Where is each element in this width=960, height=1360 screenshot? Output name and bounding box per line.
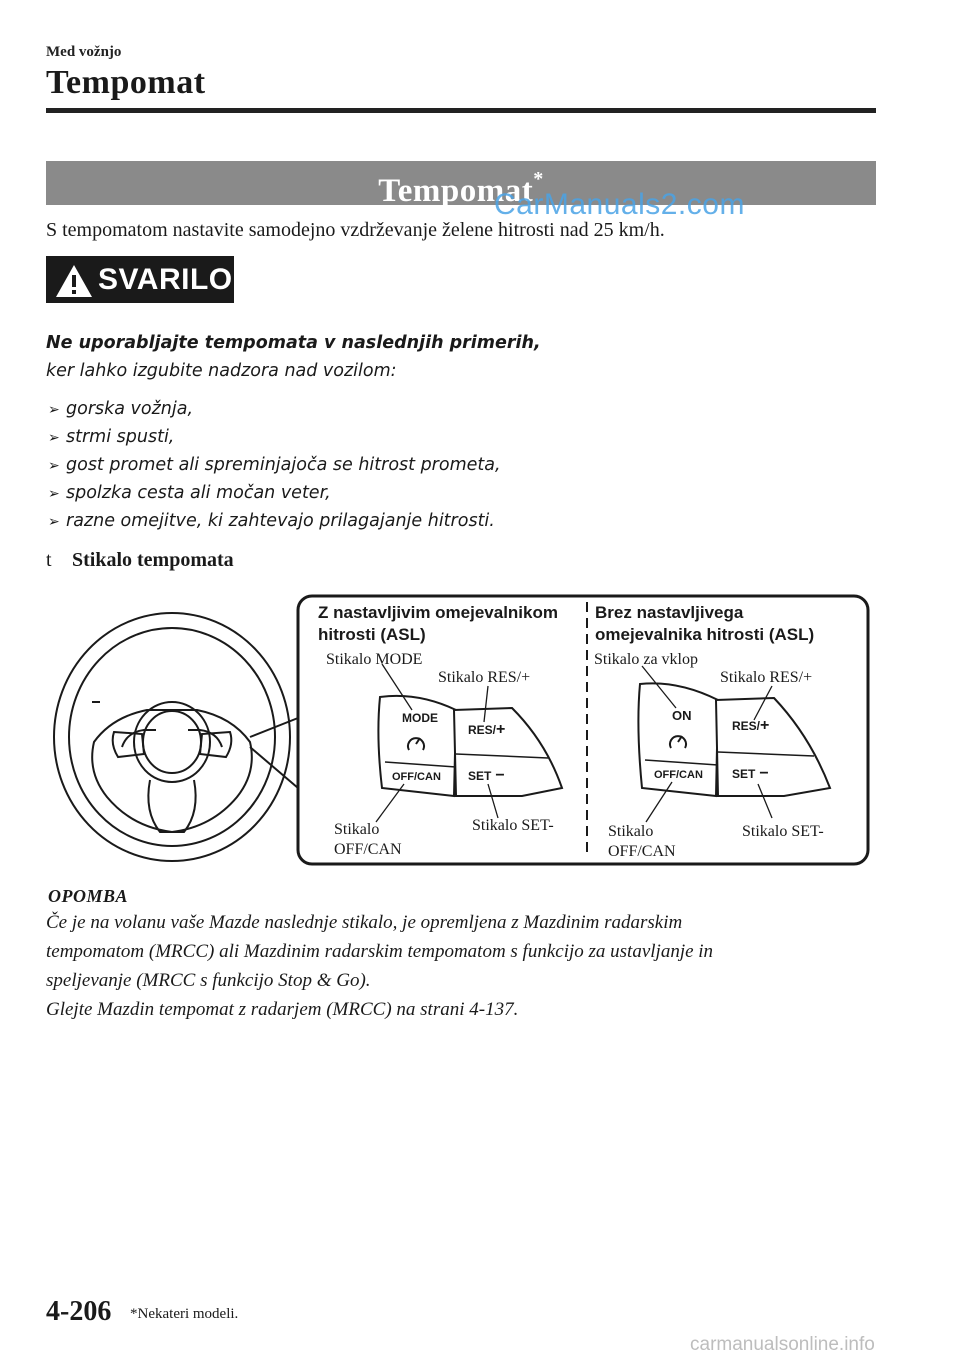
res-mark: RES/+ <box>468 721 506 738</box>
label-stikalo-res-right: Stikalo RES/+ <box>720 669 813 686</box>
label-stikalo-res-left: Stikalo RES/+ <box>438 669 531 686</box>
bullet-arrow-icon: ➢ <box>48 514 60 530</box>
right-panel-title-1: Brez nastavljivega <box>595 603 744 622</box>
intro-text: S tempomatom nastavite samodejno vzdrževanje želene hitrosti nad 25 km/h. <box>46 219 665 241</box>
cruise-control-switch-figure <box>52 592 872 868</box>
note-line: Glejte Mazdin tempomat z radarjem (MRCC) na strani 4-137. <box>46 999 519 1020</box>
title-rule <box>46 108 876 113</box>
section-title: Tempomat <box>378 173 534 209</box>
running-header: Med vožnjo <box>46 44 122 60</box>
subsection-heading <box>46 549 234 572</box>
label-stikalo-off-right-1: Stikalo <box>608 823 654 840</box>
label-stikalo-off-right-2: OFF/CAN <box>608 843 676 860</box>
note-title: OPOMBA <box>48 886 129 906</box>
mode-mark: MODE <box>402 711 438 725</box>
right-panel-title-2: omejevalnika hitrosti (ASL) <box>595 625 815 644</box>
warning-list-item: ➢ gost promet ali spreminjajoča se hitrost prometa, <box>48 455 501 475</box>
section-asterisk: * <box>533 168 544 190</box>
watermark: CarManuals2.com <box>494 188 745 221</box>
subsection-marker: t <box>46 549 52 571</box>
page-number: 4-206 <box>46 1296 112 1327</box>
warning-list-item: ➢ razne omejitve, ki zahtevajo prilagajanje hitrosti. <box>48 511 495 531</box>
set-mark: SET − <box>732 765 769 782</box>
warning-list-item: ➢ strmi spusti, <box>48 427 175 447</box>
warning-list-item: ➢ gorska vožnja, <box>48 399 194 419</box>
set-mark: SET − <box>468 767 505 784</box>
footer-watermark: carmanualsonline.info <box>690 1334 875 1355</box>
footnote: *Nekateri modeli. <box>130 1306 239 1322</box>
warning-list-item: ➢ spolzka cesta ali močan veter, <box>48 483 331 503</box>
warning-badge <box>46 256 234 303</box>
off-can-mark: OFF/CAN <box>654 769 703 781</box>
bullet-arrow-icon: ➢ <box>48 458 60 474</box>
bullet-arrow-icon: ➢ <box>48 486 60 502</box>
steering-wheel-illustration <box>54 613 290 861</box>
warning-line-1: Ne uporabljajte tempomata v naslednjih primerih, <box>46 333 541 353</box>
label-stikalo-off-left-2: OFF/CAN <box>334 841 402 858</box>
label-stikalo-set-left: Stikalo SET- <box>472 817 554 834</box>
label-stikalo-off-left-1: Stikalo <box>334 821 380 838</box>
left-panel-title-1: Z nastavljivim omejevalnikom <box>318 603 558 622</box>
note-line: Če je na volanu vaše Mazde naslednje stikalo, je opremljena z Mazdinim radarskim <box>46 912 683 933</box>
label-stikalo-mode: Stikalo MODE <box>326 651 423 668</box>
bullet-arrow-icon: ➢ <box>48 430 60 446</box>
warning-triangle-icon <box>54 263 94 299</box>
subsection-title: Stikalo tempomata <box>72 549 234 571</box>
left-panel-title-2: hitrosti (ASL) <box>318 625 426 644</box>
on-mark: ON <box>672 708 692 723</box>
bullet-arrow-icon: ➢ <box>48 402 60 418</box>
note-line: tempomatom (MRCC) ali Mazdinim radarskim tempomatom s funkcijo za ustavljanje in <box>46 941 714 962</box>
label-stikalo-set-right: Stikalo SET- <box>742 823 824 840</box>
warning-label: SVARILO <box>98 263 233 296</box>
label-stikalo-za-vklop: Stikalo za vklop <box>594 651 698 668</box>
page-title: Tempomat <box>46 64 206 101</box>
section-title-band <box>46 161 876 209</box>
note-line: speljevanje (MRCC s funkcijo Stop & Go). <box>46 970 371 991</box>
warning-line-2: ker lahko izgubite nadzora nad vozilom: <box>46 361 397 381</box>
off-can-mark: OFF/CAN <box>392 771 441 783</box>
res-mark: RES/+ <box>732 717 770 734</box>
